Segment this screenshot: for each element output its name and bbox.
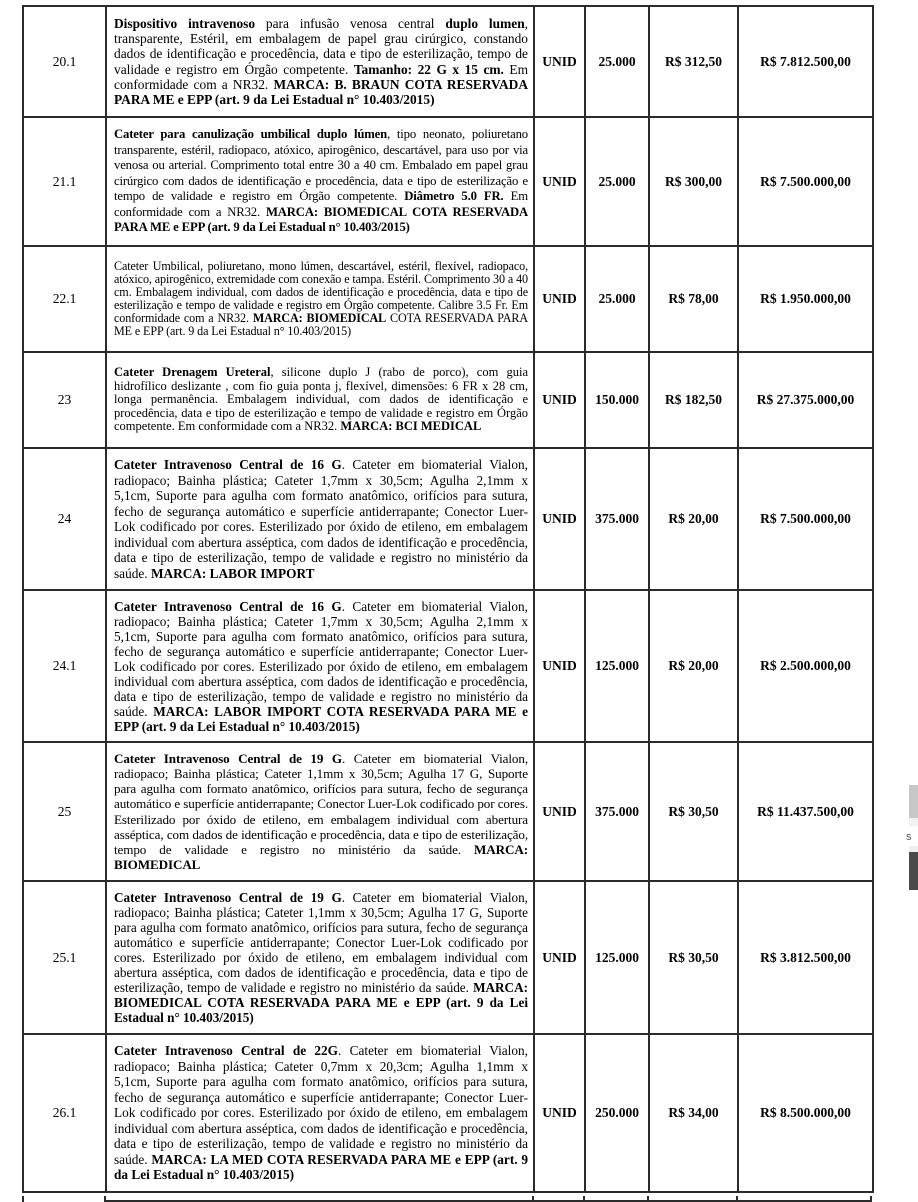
total-price-cell: R$ 8.500.000,00 <box>738 1034 873 1192</box>
scrollbar-track[interactable] <box>909 818 918 826</box>
item-description-cell: Cateter Intravenoso Central de 19 G. Cateter em biomaterial Vialon, radiopaco; Bainha plástica; Cateter 1,1mm x 30,5cm; Agulha 17 G, Suporte para agulha com formato anatômico, orifícios para sutura, fecho de segurança automático e superfície antiderrapante; Conector Luer-Lok codificado por cores. Esterilizado por óxido de etileno, em embalagem individual com abertura asséptica, com dados de identificação e procedência, data e tipo de esterilização, tempo de validade e registro no ministério da saúde. MARCA: BIOMEDICAL <box>106 742 534 881</box>
scrollbar-track[interactable] <box>909 785 918 818</box>
scrollbar-thumb[interactable] <box>909 852 918 890</box>
quantity-cell: 25.000 <box>585 6 649 117</box>
item-description-cell: Cateter Drenagem Ureteral, silicone duplo J (rabo de porco), com guia hidrofílico deslizante , com fio guia ponta j, flexível, dimensões: 6 FR x 28 cm, longa permanência. Embalagem individual, com dados de identificação e procedência, data e tipo de esterilização e tempo de validade e registro em Órgão competente. Em conformidade com a NR32. MARCA: BCI MEDICAL <box>106 352 534 448</box>
unit-cell: UNID <box>534 742 585 881</box>
item-number-cell: 21.1 <box>23 117 106 246</box>
table-row <box>23 881 873 1034</box>
unit-cell: UNID <box>534 117 585 246</box>
table-row <box>23 352 873 448</box>
item-number-cell: 25 <box>23 742 106 881</box>
table-row <box>23 6 873 117</box>
quantity-cell: 125.000 <box>585 590 649 742</box>
item-description-cell: Cateter para canulização umbilical duplo lúmen, tipo neonato, poliuretano transparente, estéril, radiopaco, atóxico, apirogênico, descartável, para uso por via venosa ou arterial. Comprimento total entre 30 a 40 cm. Embalado em papel grau cirúrgico com dados de identificação e procedência, data e tipo de esterilização e tempo de validade e registro em Órgão competente. Diâmetro 5.0 FR. Em conformidade com a NR32. MARCA: BIOMEDICAL COTA RESERVADA PARA ME e EPP (art. 9 da Lei Estadual n° 10.403/2015) <box>106 117 534 246</box>
total-price-cell: R$ 2.500.000,00 <box>738 590 873 742</box>
item-number-cell: 25.1 <box>23 881 106 1034</box>
quantity-cell: 25.000 <box>585 117 649 246</box>
unit-cell: UNID <box>534 1034 585 1192</box>
table-row <box>23 246 873 352</box>
quantity-cell: 125.000 <box>585 881 649 1034</box>
unit-price-cell: R$ 30,50 <box>649 742 738 881</box>
table-row <box>23 590 873 742</box>
unit-cell: UNID <box>534 246 585 352</box>
unit-cell: UNID <box>534 590 585 742</box>
item-description-cell: Dispositivo intravenoso para infusão venosa central duplo lumen, transparente, Estéril, em embalagem de papel grau cirúrgico, constando dados de identificação e procedência, data e tipo de esterilização, tempo de validade e registro em Órgão competente. Tamanho: 22 G x 15 cm. Em conformidade com a NR32. MARCA: B. BRAUN COTA RESERVADA PARA ME e EPP (art. 9 da Lei Estadual n° 10.403/2015) <box>106 6 534 117</box>
item-number-cell: 20.1 <box>23 6 106 117</box>
item-description-cell: Cateter Intravenoso Central de 19 G. Cateter em biomaterial Vialon, radiopaco; Bainha plástica; Cateter 1,1mm x 30,5cm; Agulha 17 G, Suporte para agulha com formato anatômico, orifícios para sutura, fecho de segurança automático e superfície antiderrapante; Conector Luer-Lok codificado por cores. Esterilizado por óxido de etileno, em embalagem individual com abertura asséptica, com dados de identificação e procedência, data e tipo de esterilização, tempo de validade e registro no ministério da saúde. MARCA: BIOMEDICAL COTA RESERVADA PARA ME e EPP (art. 9 da Lei Estadual n° 10.403/2015) <box>106 881 534 1034</box>
table-row <box>23 117 873 246</box>
quantity-cell: 375.000 <box>585 448 649 590</box>
unit-cell: UNID <box>534 448 585 590</box>
unit-cell: UNID <box>534 352 585 448</box>
table-row <box>23 1034 873 1192</box>
table-row <box>23 448 873 590</box>
total-price-cell: R$ 3.812.500,00 <box>738 881 873 1034</box>
item-description-cell: Cateter Intravenoso Central de 16 G. Cateter em biomaterial Vialon, radiopaco; Bainha plástica; Cateter 1,7mm x 30,5cm; Agulha 2,1mm x 5,1cm, Suporte para agulha com formato anatômico, orifícios para sutura, fecho de segurança automático e superfície antiderrapante; Conector Luer-Lok codificado por cores. Esterilizado por óxido de etileno, em embalagem individual com abertura asséptica, com dados de identificação e procedência, data e tipo de esterilização, tempo de validade e registro no ministério da saúde. MARCA: LABOR IMPORT COTA RESERVADA PARA ME e EPP (art. 9 da Lei Estadual n° 10.403/2015) <box>106 590 534 742</box>
quantity-cell: 375.000 <box>585 742 649 881</box>
procurement-items-table <box>22 5 874 1193</box>
unit-price-cell: R$ 312,50 <box>649 6 738 117</box>
total-price-cell: R$ 7.500.000,00 <box>738 448 873 590</box>
total-price-cell: R$ 7.500.000,00 <box>738 117 873 246</box>
item-number-cell: 26.1 <box>23 1034 106 1192</box>
unit-price-cell: R$ 20,00 <box>649 590 738 742</box>
item-number-cell: 24 <box>23 448 106 590</box>
unit-price-cell: R$ 78,00 <box>649 246 738 352</box>
unit-price-cell: R$ 30,50 <box>649 881 738 1034</box>
unit-price-cell: R$ 182,50 <box>649 352 738 448</box>
item-number-cell: 24.1 <box>23 590 106 742</box>
total-price-cell: R$ 11.437.500,00 <box>738 742 873 881</box>
item-number-cell: 23 <box>23 352 106 448</box>
total-price-cell: R$ 27.375.000,00 <box>738 352 873 448</box>
quantity-cell: 150.000 <box>585 352 649 448</box>
scrollbar-letter: s <box>906 831 912 843</box>
item-description-cell: Cateter Intravenoso Central de 16 G. Cateter em biomaterial Vialon, radiopaco; Bainha plástica; Cateter 1,7mm x 30,5cm; Agulha 2,1mm x 5,1cm, Suporte para agulha com formato anatômico, orifícios para sutura, fecho de segurança automático e superfície antiderrapante; Conector Luer-Lok codificado por cores. Esterilizado por óxido de etileno, em embalagem individual com abertura asséptica, com dados de identificação e procedência, data e tipo de esterilização, tempo de validade e registro no ministério da saúde. MARCA: LABOR IMPORT <box>106 448 534 590</box>
item-description-cell: Cateter Intravenoso Central de 22G. Cateter em biomaterial Vialon, radiopaco; Bainha plástica; Cateter 0,7mm x 20,3cm; Agulha 1,1mm x 5,1cm, Suporte para agulha com formato anatômico, orifícios para sutura, fecho de segurança automático e superfície antiderrapante; Conector Luer-Lok codificado por cores. Esterilizado por óxido de etileno, em embalagem individual com abertura asséptica, com dados de identificação e procedência, data e tipo de esterilização, tempo de validade e registro no ministério da saúde. MARCA: LA MED COTA RESERVADA PARA ME e EPP (art. 9 da Lei Estadual n° 10.403/2015) <box>106 1034 534 1192</box>
column-border-stub <box>22 1196 24 1202</box>
table-body <box>23 6 873 1192</box>
quantity-cell: 250.000 <box>585 1034 649 1192</box>
unit-price-cell: R$ 20,00 <box>649 448 738 590</box>
unit-cell: UNID <box>534 6 585 117</box>
total-price-cell: R$ 1.950.000,00 <box>738 246 873 352</box>
unit-cell: UNID <box>534 881 585 1034</box>
table-row <box>23 742 873 881</box>
quantity-cell: 25.000 <box>585 246 649 352</box>
unit-price-cell: R$ 34,00 <box>649 1034 738 1192</box>
unit-price-cell: R$ 300,00 <box>649 117 738 246</box>
total-price-cell: R$ 7.812.500,00 <box>738 6 873 117</box>
item-description-cell: Cateter Umbilical, poliuretano, mono lúmen, descartável, estéril, flexível, radiopaco, atóxico, apirogênico, extremidade com conexão e tampa. Estéril. Comprimento 30 a 40 cm. Embalagem individual, com dados de identificação e procedência, data e tipo de esterilização e tempo de validade e registro em Órgão competente. Calibre 3.5 Fr. Em conformidade com a NR32. MARCA: BIOMEDICAL COTA RESERVADA PARA ME e EPP (art. 9 da Lei Estadual n° 10.403/2015) <box>106 246 534 352</box>
item-number-cell: 22.1 <box>23 246 106 352</box>
